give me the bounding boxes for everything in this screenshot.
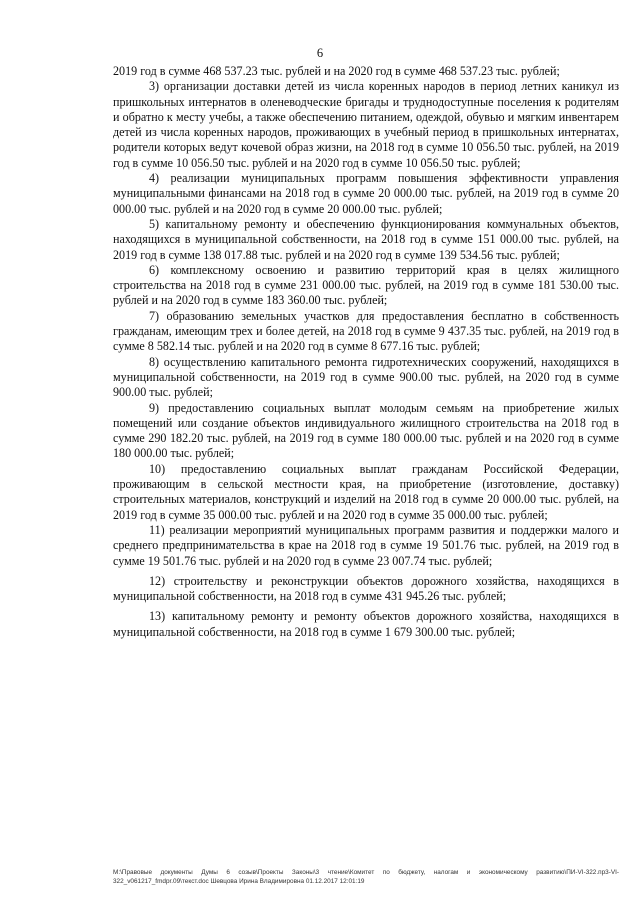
- paragraph-item-7: 7) образованию земельных участков для предоставления бесплатно в собственность гражданам, имеющим трех и более детей, на 2018 год в сумме 9 437.35 тыс. рублей, на 2019 год в сумме 8 582.14 тыс. рублей и на 2020 год в сумме 8 677.16 тыс. рублей;: [113, 308, 619, 354]
- file-path-footer: М:\Правовые документы Думы 6 созыв\Проекты Законы\3 чтение\Комитет по бюджету, налогам и экономическому развитию\ПИ-VI-322.пр3-VI-322_v061217_fmdpr.09\текст.doc Шевцова Ирина Владимировна 01.12.2017 12:01:19: [113, 869, 619, 885]
- paragraph-item-11: 11) реализации мероприятий муниципальных программ развития и поддержки малого и среднего предпринимательства в крае на 2018 год в сумме 19 501.76 тыс. рублей, на 2019 год в сумме 19 501.76 тыс. рублей и на 2020 год в сумме 23 007.74 тыс. рублей;: [113, 522, 619, 568]
- page-number: 6: [316, 46, 324, 60]
- document-body: [113, 64, 619, 640]
- paragraph-item-4: 4) реализации муниципальных программ повышения эффективности управления муниципальными финансами на 2018 год в сумме 20 000.00 тыс. рублей, на 2019 год в сумме 20 000.00 тыс. рублей и на 2020 год в сумме 20 000.00 тыс. рублей;: [113, 171, 619, 216]
- paragraph-item-12: 12) строительству и реконструкции объектов дорожного хозяйства, находящихся в муниципальной собственности, на 2018 год в сумме 431 945.26 тыс. рублей;: [113, 573, 619, 604]
- paragraph-item-9: 9) предоставлению социальных выплат молодым семьям на приобретение жилых помещений или создание объектов индивидуального жилищного строительства на 2018 год в сумме 290 182.20 тыс. рублей, на 2019 год в сумме 180 000.00 тыс. рублей и на 2020 год в сумме 180 000.00 тыс. рублей;: [113, 400, 619, 461]
- paragraph-item-13: 13) капитальному ремонту и ремонту объектов дорожного хозяйства, находящихся в муниципальной собственности, на 2018 год в сумме 1 679 300.00 тыс. рублей;: [113, 609, 619, 639]
- paragraph-item-10: 10) предоставлению социальных выплат гражданам Российской Федерации, проживающим в сельской местности края, на приобретение (изготовление, доставку) строительных материалов, конструкций и изделий на 2018 год в сумме 20 000.00 тыс. рублей, на 2019 год в сумме 35 000.00 тыс. рублей и на 2020 год в сумме 35 000.00 тыс. рублей;: [113, 461, 619, 522]
- paragraph-item-5: 5) капитальному ремонту и обеспечению функционирования коммунальных объектов, находящихся в муниципальной собственности, на 2018 год в сумме 151 000.00 тыс. рублей, на 2019 год в сумме 138 017.88 тыс. рублей и на 2020 год в сумме 139 534.56 тыс. рублей;: [113, 216, 619, 262]
- paragraph-item-8: 8) осуществлению капитального ремонта гидротехнических сооружений, находящихся в муниципальной собственности, на 2019 год в сумме 900.00 тыс. рублей, на 2020 год в сумме 900.00 тыс. рублей;: [113, 354, 619, 400]
- paragraph-item-3: 3) организации доставки детей из числа коренных народов в период летних каникул из пришкольных интернатов в оленеводческие бригады и труднодоступные поселения к родителям и обратно к месту учебы, а также обеспечению питанием, одеждой, обувью и мягким инвентарем детей из числа коренных народов, проживающих в учебный период в пришкольных интернатах, родители которых ведут кочевой образ жизни, на 2018 год в сумме 10 056.50 тыс. рублей, на 2019 год в сумме 10 056.50 тыс. рублей и на 2020 год в сумме 10 056.50 тыс. рублей;: [113, 79, 619, 170]
- paragraph-item-6: 6) комплексному освоению и развитию территорий края в целях жилищного строительства на 2018 год в сумме 231 000.00 тыс. рублей, на 2019 год в сумме 181 530.00 тыс. рублей и на 2020 год в сумме 183 360.00 тыс. рублей;: [113, 262, 619, 308]
- paragraph-continuation: 2019 год в сумме 468 537.23 тыс. рублей и на 2020 год в сумме 468 537.23 тыс. рублей;: [113, 64, 560, 78]
